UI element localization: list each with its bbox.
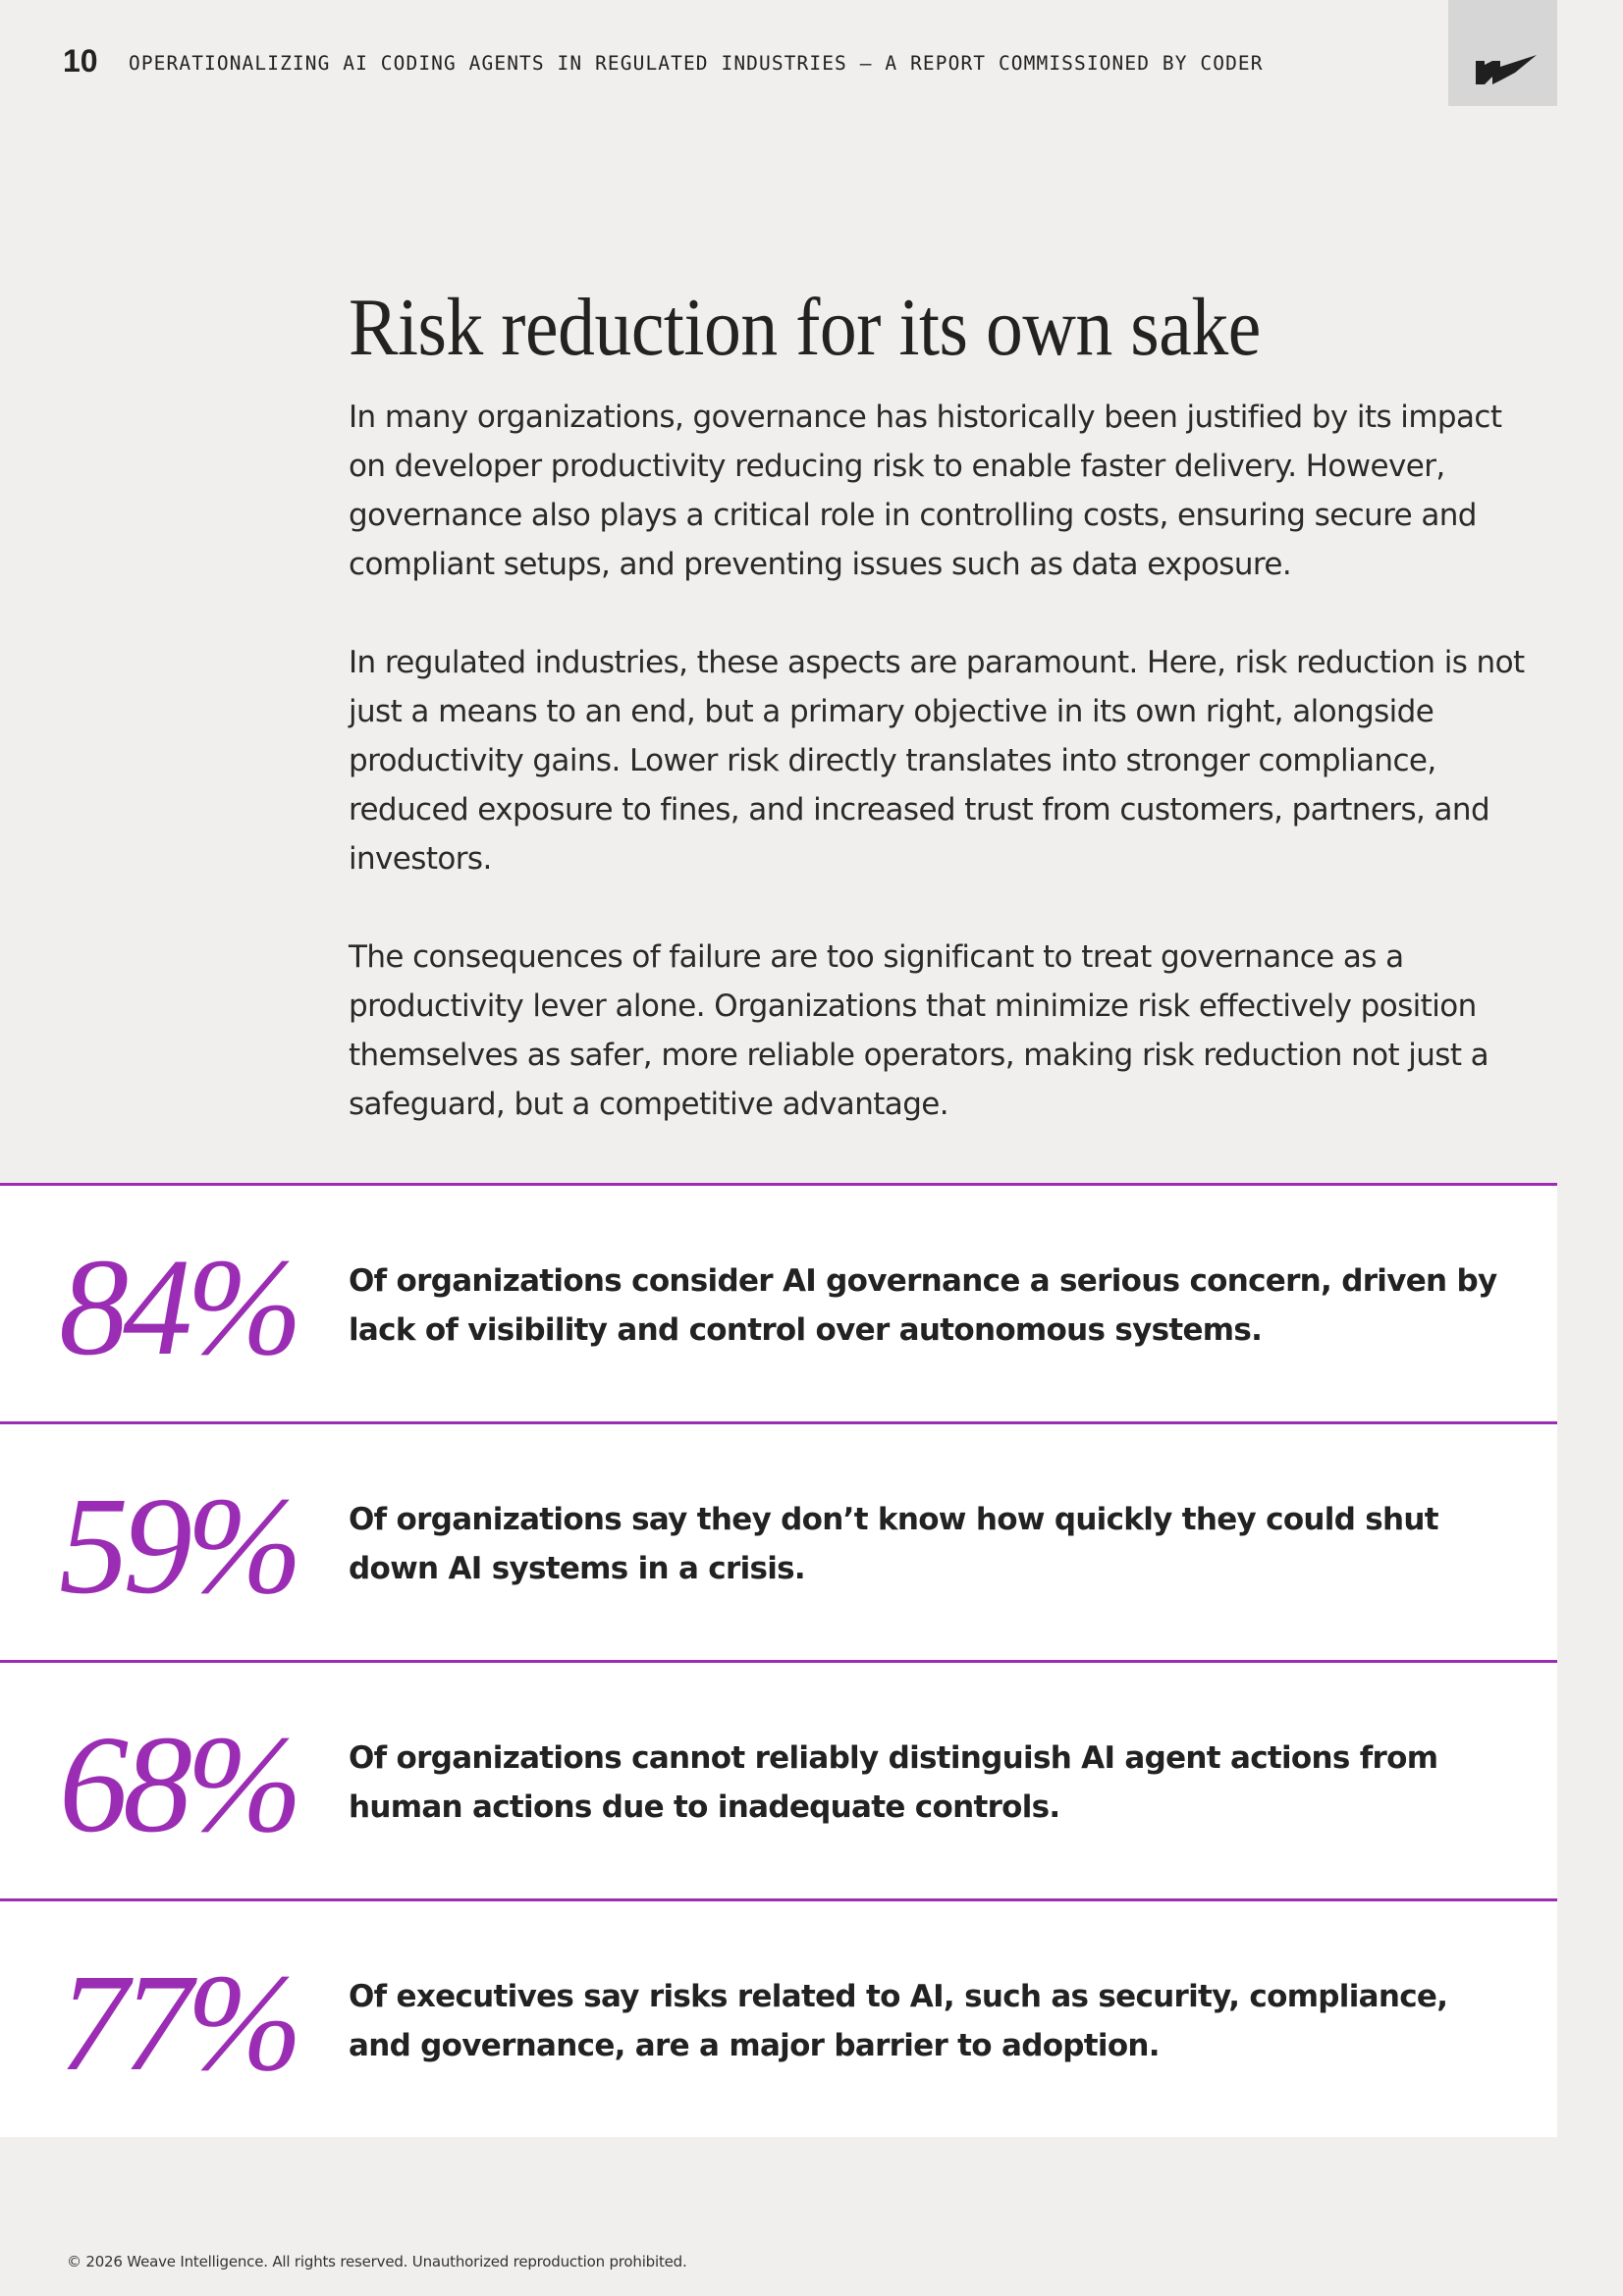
- stat-value: 59%: [59, 1468, 298, 1623]
- stat-value: 68%: [59, 1706, 298, 1861]
- stat-value: 84%: [59, 1229, 298, 1384]
- paragraph: The consequences of failure are too significant to treat governance as a productivity lever alone. Organizations that minimize risk effectively position themselves as safer, more reliable operators, making risk reduction not just a safeguard, but a competitive advantage.: [349, 939, 1489, 1122]
- stat-value: 77%: [59, 1945, 298, 2100]
- stat-description: Of organizations say they don’t know how quickly they could shut down AI systems in a crisis.: [349, 1502, 1438, 1586]
- running-header: OPERATIONALIZING AI CODING AGENTS IN REGULATED INDUSTRIES – A REPORT COMMISSIONED BY CODER: [129, 52, 1264, 75]
- stat-row: [0, 1660, 1557, 1898]
- stat-row: [0, 1898, 1557, 2137]
- weave-logo-icon: [1476, 55, 1537, 86]
- stat-description: Of executives say risks related to AI, such as security, compliance, and governance, are a major barrier to adoption.: [349, 1979, 1448, 2063]
- paragraph: In regulated industries, these aspects are paramount. Here, risk reduction is not just a means to an end, but a primary objective in its own right, alongside productivity gains. Lower risk directly translates into stronger compliance, reduced exposure to fines, and increased trust from customers, partners, and investors.: [349, 645, 1525, 877]
- stat-row: [0, 1183, 1557, 1421]
- stat-description: Of organizations consider AI governance a serious concern, driven by lack of visibility and control over autonomous systems.: [349, 1263, 1497, 1348]
- page-number: 10: [63, 43, 98, 79]
- article-body: [349, 393, 1537, 1178]
- footer-copyright: © 2026 Weave Intelligence. All rights reserved. Unauthorized reproduction prohibited.: [67, 2253, 687, 2270]
- stat-row: [0, 1421, 1557, 1660]
- stat-description: Of organizations cannot reliably distinguish AI agent actions from human actions due to inadequate controls.: [349, 1740, 1438, 1825]
- paragraph: In many organizations, governance has historically been justified by its impact on developer productivity reducing risk to enable faster delivery. However, governance also plays a critical role in controlling costs, ensuring secure and compliant setups, and preventing issues such as data exposure.: [349, 400, 1502, 582]
- logo-box: [1448, 0, 1557, 106]
- page-title: Risk reduction for its own sake: [349, 282, 1261, 373]
- stats-list: [0, 1183, 1557, 2137]
